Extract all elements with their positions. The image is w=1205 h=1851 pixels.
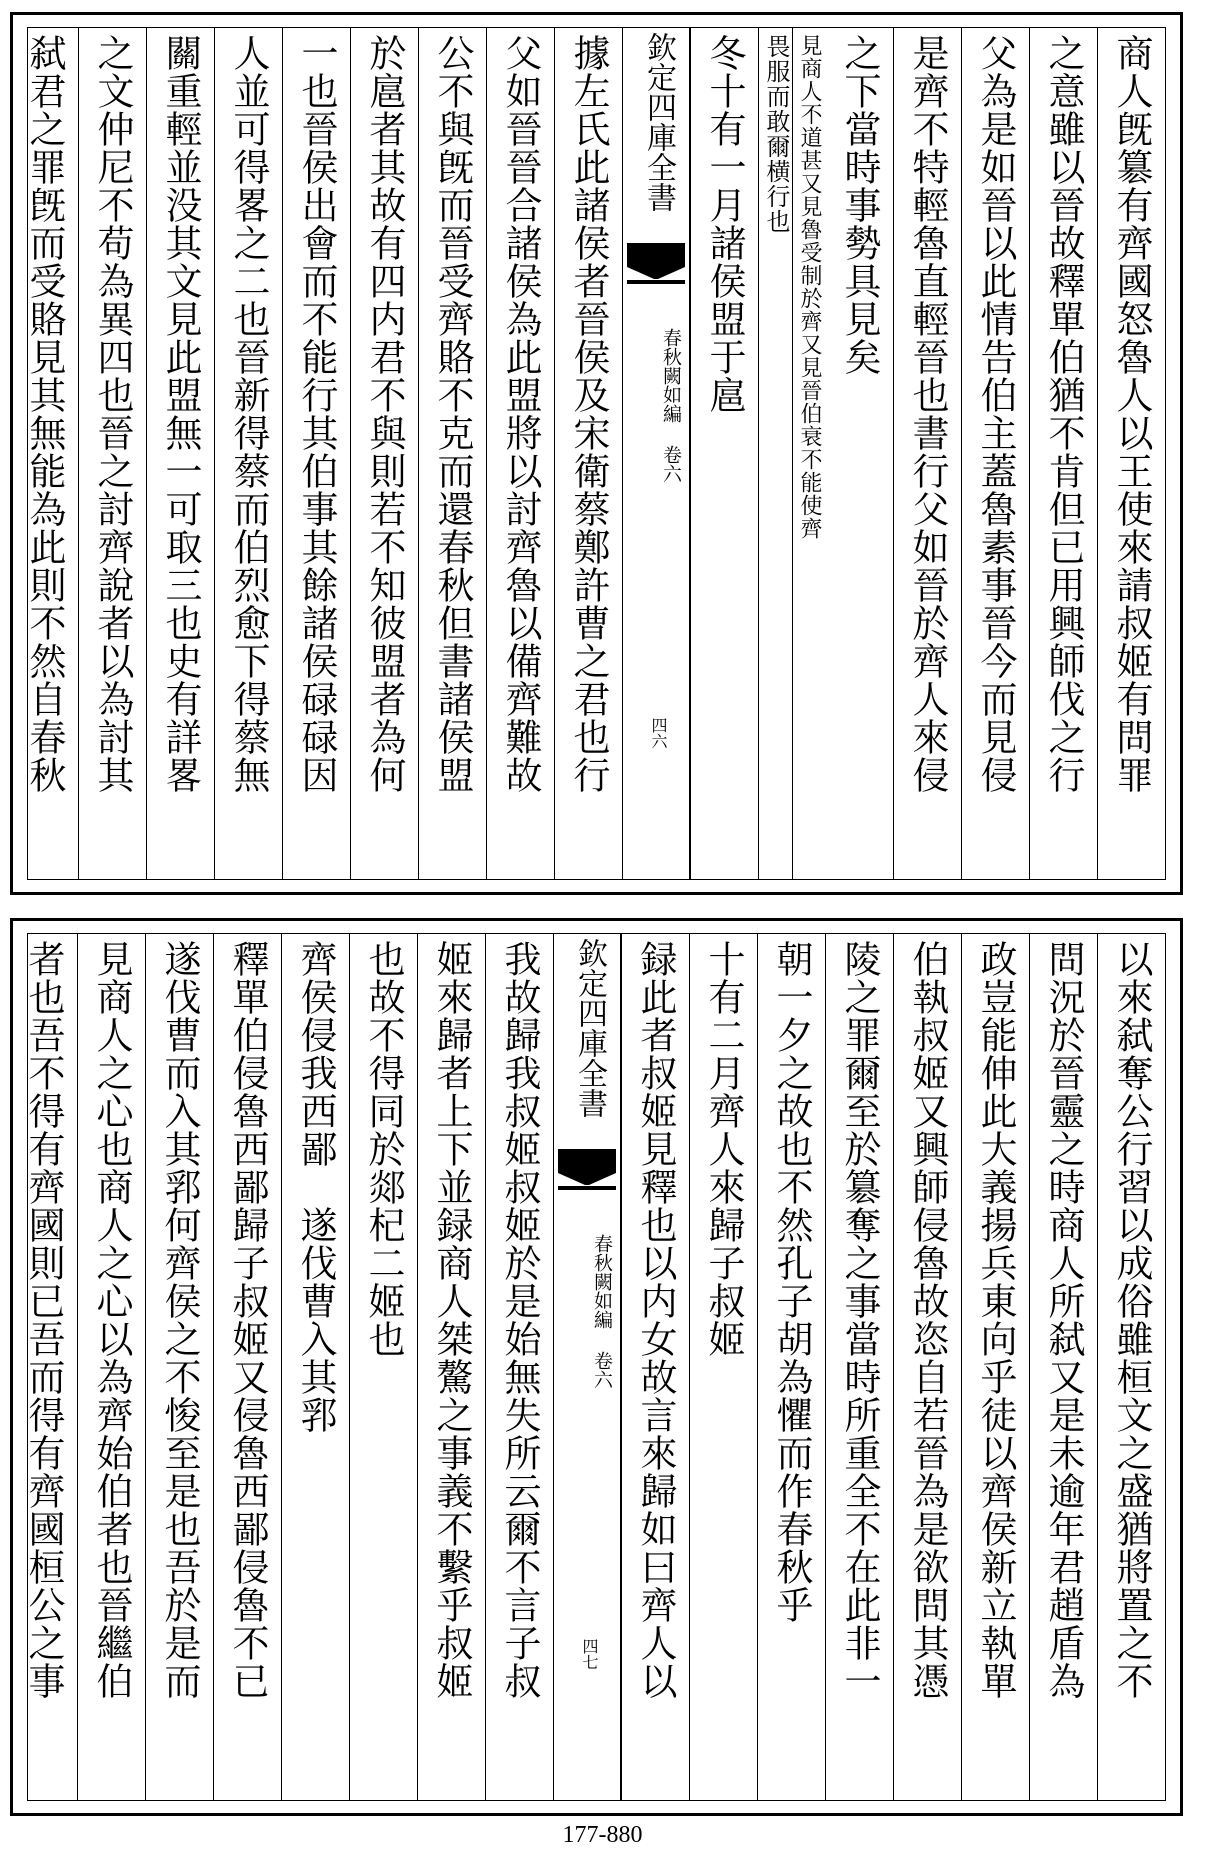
main-text: 之下當時事勢具見矣 (838, 34, 881, 376)
leaf-number: 四七 (580, 1638, 599, 1670)
text-column: 見商人之心也商人之心以為齊始伯者也晉繼伯 (77, 934, 145, 1800)
center-fold (553, 934, 621, 1800)
text-column: 據左氏此諸侯者晉侯及宋衛蔡鄭許曹之君也行 (554, 28, 622, 879)
fish-tail-line (627, 280, 685, 284)
fish-tail-mark (558, 1149, 616, 1173)
bottom-page (10, 918, 1183, 1816)
text-column: 以來弑奪公行習以成俗雖桓文之盛猶將置之不 (1097, 934, 1165, 1800)
volume-title (659, 328, 683, 483)
text-column: 姬來歸者上下並録商人桀驁之事義不繫乎叔姬 (417, 934, 485, 1800)
text-column: 伯執叔姬又興師侵魯故恣自若晉為是欲問其憑 (893, 934, 961, 1800)
text-column: 關重輕並没其文見此盟無一可取三也史有詳畧 (146, 28, 214, 879)
text-column: 之意雖以晉故釋單伯猶不肯但已用興師伐之行 (1029, 28, 1097, 879)
book-title: 欽定四庫全書 (641, 32, 676, 212)
volume-title-line1: 春秋闕如編 (591, 1234, 613, 1329)
bottom-page-columns (22, 933, 1166, 1801)
volume-title-line1: 春秋闕如編 (660, 328, 682, 423)
fish-tail-mark (627, 243, 685, 267)
center-fold (622, 28, 690, 879)
text-column: 朝一夕之故也不然孔子胡為懼而作春秋乎 (757, 934, 825, 1800)
text-column: 商人旣簒有齊國怒魯人以王使來請叔姬有問罪 (1097, 28, 1165, 879)
top-page (10, 12, 1183, 895)
text-column: 我故歸我叔姬叔姬於是始無失所云爾不言子叔 (485, 934, 553, 1800)
text-column-with-note (792, 28, 893, 879)
commentary-note-column: 畏服而敢爾横行也 (758, 28, 792, 879)
leaf-number: 四六 (649, 717, 668, 749)
text-column: 於扈者其故有四内君不與則若不知彼盟者為何 (350, 28, 418, 879)
volume-title (590, 1234, 614, 1389)
text-column: 録此者叔姬見釋也以内女故言來歸如曰齊人以 (621, 934, 689, 1800)
text-column: 十有二月齊人來歸子叔姬 (689, 934, 757, 1800)
text-column: 弑君之罪旣而受賂見其無能為此則不然自春秋 (23, 34, 66, 794)
volume-title-line2: 卷六 (660, 445, 682, 483)
text-column: 齊侯侵我西鄙 遂伐曹入其郛 (281, 934, 349, 1800)
commentary-note: 見商人不道甚又見魯受制於齊又見晉伯衰不能使齊 (797, 34, 822, 540)
fish-tail-line (558, 1186, 616, 1190)
text-column: 公不與旣而晉受齊賂不克而還春秋但書諸侯盟 (418, 28, 486, 879)
top-page-columns (23, 27, 1166, 880)
text-column: 冬十有一月諸侯盟于扈 (690, 28, 758, 879)
footer-page-number: 177-880 (562, 1822, 643, 1848)
text-column: 遂伐曹而入其郛何齊侯之不悛至是也吾於是而 (145, 934, 213, 1800)
book-title: 欽定四庫全書 (572, 938, 607, 1118)
text-column: 問況於晉靈之時商人所弑又是未逾年君趙盾為 (1029, 934, 1097, 1800)
text-column: 父如晉晉合諸侯為此盟將以討齊魯以備齊難故 (486, 28, 554, 879)
text-column: 釋單伯侵魯西鄙歸子叔姬又侵魯西鄙侵魯不已 (213, 934, 281, 1800)
text-column: 者也吾不得有齊國則已吾而得有齊國桓公之事 (22, 940, 65, 1700)
text-column: 一也晉侯出會而不能行其伯事其餘諸侯碌碌因 (282, 28, 350, 879)
text-column: 父為是如晉以此情告伯主蓋魯素事晉今而見侵 (961, 28, 1029, 879)
text-column: 人並可得畧之二也晉新得蔡而伯烈愈下得蔡無 (214, 28, 282, 879)
text-column: 也故不得同於郯杞二姬也 (349, 934, 417, 1800)
text-column: 陵之罪爾至於簒奪之事當時所重全不在此非一 (825, 934, 893, 1800)
text-column: 政豈能伸此大義揚兵東向乎徒以齊侯新立執單 (961, 934, 1029, 1800)
volume-title-line2: 卷六 (591, 1351, 613, 1389)
text-column: 之文仲尼不苟為異四也晉之討齊說者以為討其 (78, 28, 146, 879)
text-column: 是齊不特輕魯直輕晉也書行父如晉於齊人來侵 (893, 28, 961, 879)
